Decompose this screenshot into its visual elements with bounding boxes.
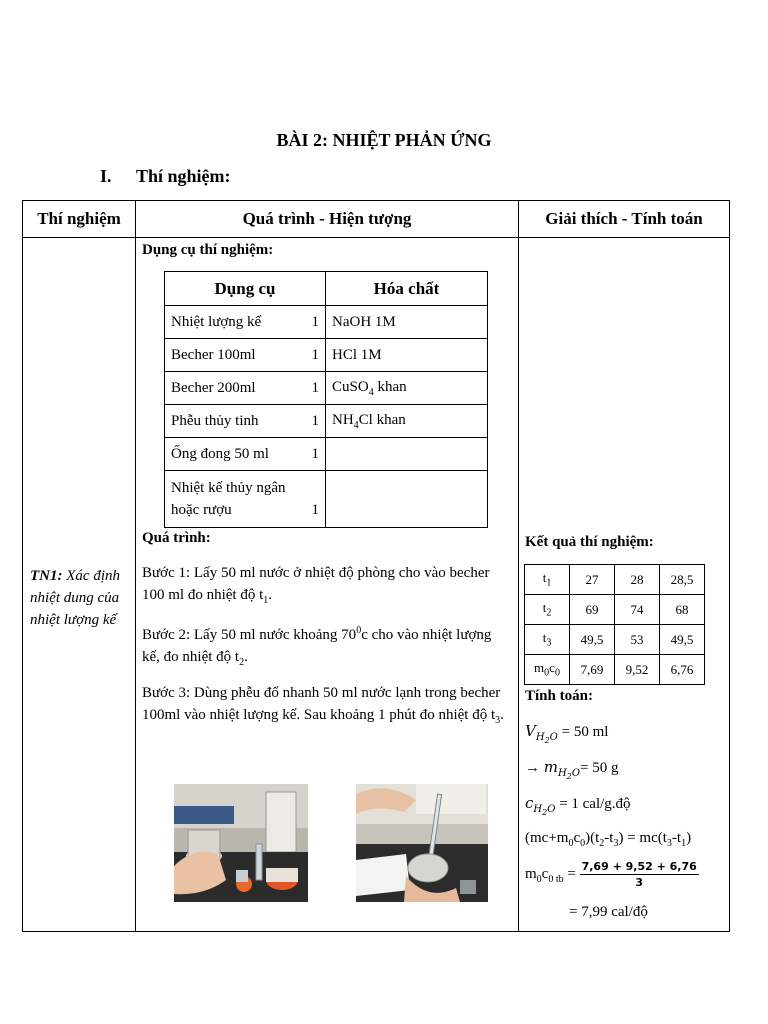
calc-mass: → $m_{H_2O}= 50$ g (525, 758, 619, 781)
result-value: 53 (615, 625, 660, 655)
header-experiment: Thí nghiệm (23, 201, 136, 238)
page-title: BÀI 2: NHIỆT PHẢN ỨNG (276, 130, 492, 150)
chemical-name: HCl 1M (326, 339, 488, 372)
experiment-name-cell (23, 238, 136, 932)
chemical-name: CuSO$_4$ khan (326, 372, 488, 405)
table-row (165, 405, 488, 438)
section-heading (100, 166, 231, 187)
experiment-code: TN1: (30, 568, 63, 584)
result-value: 68 (660, 595, 705, 625)
result-value: 6,76 (660, 655, 705, 685)
process-cell (136, 238, 519, 932)
equipment-col-chemicals: Hóa chất (326, 272, 488, 306)
table-row (165, 438, 488, 471)
results-heading: Kết quả thí nghiệm: (525, 534, 654, 550)
tool-name: Phễu thủy tinh (171, 412, 259, 429)
table-row (165, 372, 488, 405)
calc-specific-heat: $c_{H_2O} = 1$ cal/g.độ (525, 794, 631, 817)
tool-name: Nhiệt kế thủy ngân (171, 480, 286, 496)
result-value: 28,5 (660, 565, 705, 595)
experiment-title: Xác định nhiệt dung của nhiệt lượng kế (30, 568, 120, 628)
result-value: 74 (615, 595, 660, 625)
result-value: 49,5 (570, 625, 615, 655)
table-header-row (23, 201, 730, 238)
section-label: Thí nghiệm: (136, 166, 231, 186)
result-value: 7,69 (570, 655, 615, 685)
tool-name: Becher 200ml (171, 379, 256, 396)
equipment-table (164, 271, 488, 528)
tool-name: Ống đong 50 ml (171, 445, 269, 462)
tool-qty: 1 (311, 313, 319, 330)
tool-name-cont: hoặc rượu (171, 502, 232, 518)
explanation-cell (519, 238, 730, 932)
table-row (165, 306, 488, 339)
row-label: $t_2$ (525, 595, 570, 625)
calc-equation: $(mc+m_0c_0)(t_2-t_3) = mc(t_3-t_1)$ (525, 830, 692, 849)
result-value: 28 (615, 565, 660, 595)
tool-qty: 1 (311, 502, 319, 518)
process-step-3: Bước 3: Dùng phễu đổ nhanh 50 ml nước lạnh trong becher 100ml vào nhiệt lượng kế. Sau khoảng 1 phút đo nhiệt độ $t_3$. (142, 685, 504, 726)
result-value: 9,52 (615, 655, 660, 685)
average-fraction: $\frac{7,69 + 9,52 + 6,76}{3}$ (581, 860, 697, 889)
tool-qty: 1 (311, 379, 319, 396)
process-heading: Quá trình: (142, 530, 211, 546)
result-value: 49,5 (660, 625, 705, 655)
tool-name: Nhiệt lượng kế (171, 313, 262, 330)
process-step-1: Bước 1: Lấy 50 ml nước ở nhiệt độ phòng cho vào becher 100 ml đo nhiệt độ $t_1$. (142, 565, 490, 606)
experiment-table (22, 200, 730, 932)
results-table (524, 564, 705, 685)
table-row (525, 595, 705, 625)
header-process: Quá trình - Hiện tượng (136, 201, 519, 238)
process-steps (142, 562, 510, 740)
table-row (165, 339, 488, 372)
table-row (525, 565, 705, 595)
row-label: $t_1$ (525, 565, 570, 595)
process-step-2: Bước 2: Lấy 50 ml nước khoảng $70^0c$ cho vào nhiệt lượng kế, đo nhiệt độ $t_2$. (142, 625, 492, 668)
chemical-name (326, 438, 488, 471)
lab-photo-thermometer (356, 784, 488, 902)
calculation-heading: Tính toán: (525, 688, 593, 704)
tool-qty: 1 (311, 412, 319, 429)
row-label: $m_0c_0$ (525, 655, 570, 685)
equipment-col-tools: Dụng cụ (165, 272, 326, 306)
chemical-name: $NH_4Cl$ khan (326, 405, 488, 438)
tool-name: Becher 100ml (171, 346, 256, 363)
result-value: 69 (570, 595, 615, 625)
table-row (165, 471, 488, 528)
header-explanation: Giải thích - Tính toán (519, 201, 730, 238)
equipment-heading: Dụng cụ thí nghiệm: (142, 242, 274, 258)
calc-average-result: = 7,99 cal/độ (569, 904, 648, 920)
lab-photo-calorimeter (174, 784, 308, 902)
calc-volume: $V_{H_2O} = 50$ ml (525, 722, 609, 745)
arrow-icon: → (525, 760, 540, 776)
table-row (525, 655, 705, 685)
tool-qty: 1 (311, 346, 319, 363)
experiment-name (30, 565, 130, 631)
section-number: I. (100, 166, 112, 186)
table-row (525, 625, 705, 655)
result-value: 27 (570, 565, 615, 595)
row-label: $t_3$ (525, 625, 570, 655)
calc-average: $m_0c_{0 tb}$ = $\frac{7,69 + 9,52 + 6,76}{3}$ (525, 860, 697, 889)
table-row (23, 238, 730, 932)
tool-qty: 1 (311, 445, 319, 462)
chemical-name: NaOH 1M (326, 306, 488, 339)
chemical-name (326, 471, 488, 528)
